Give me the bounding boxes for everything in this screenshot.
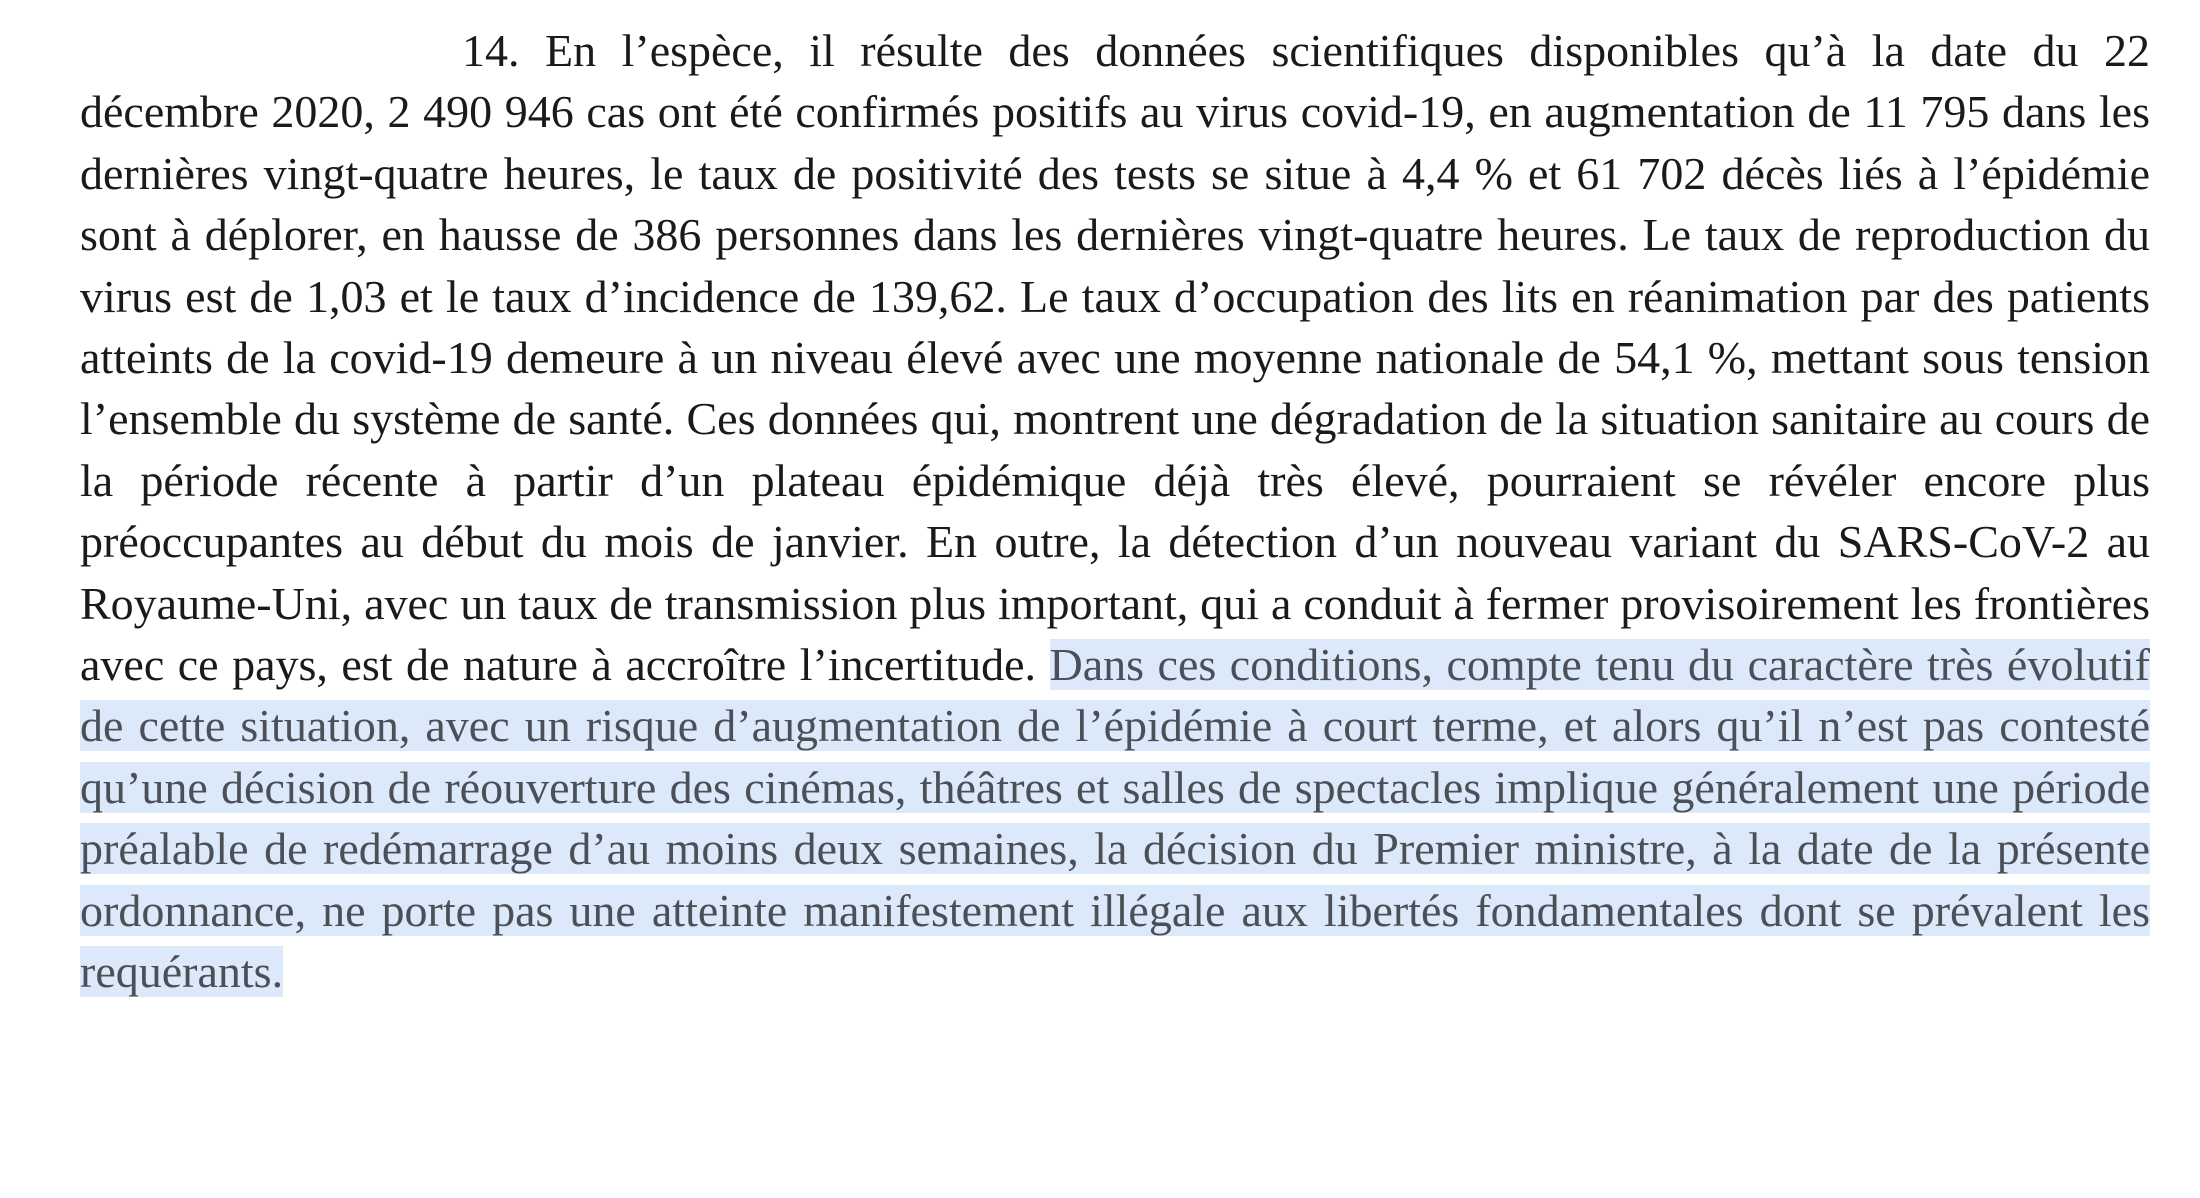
selected-text-highlight[interactable]: Dans ces conditions, compte tenu du caractère très évolutif de cette situation, avec un risque d’augmentation de l’épidémie à court terme, et alors qu’il n’est pas contesté qu’une décision de réouverture des cinémas, théâtres et salles de spectacles implique généralement une période préalable de redémarrage d’au moins deux semaines, la décision du Premier ministre, à la date de la présente ordonnance, ne porte pas une atteinte manifestement illégale aux libertés fondamentales dont se prévalent les requérants.	[80, 639, 2150, 998]
paragraph-body[interactable]: En l’espèce, il résulte des données scientifiques disponibles qu’à la date du 22 décembre 2020, 2 490 946 cas ont été confirmés positifs au virus covid-19, en augmentation de 11 795 dans les dernières vingt-quatre heures, le taux de positivité des tests se situe à 4,4 % et 61 702 décès liés à l’épidémie sont à déplorer, en hausse de 386 personnes dans les dernières vingt-quatre heures. Le taux de reproduction du virus est de 1,03 et le taux d’incidence de 139,62. Le taux d’occupation des lits en réanimation par des patients atteints de la covid-19 demeure à un niveau élevé avec une moyenne nationale de 54,1 %, mettant sous tension l’ensemble du système de santé. Ces données qui, montrent une dégradation de la situation sanitaire au cours de la période récente à partir d’un plateau épidémique déjà très élevé, pourraient se révéler encore plus préoccupantes au début du mois de janvier. En outre, la détection d’un nouveau variant du SARS-CoV-2 au Royaume-Uni, avec un taux de transmission plus important, qui a conduit à fermer provisoirement les frontières avec ce pays, est de nature à accroître l’incertitude.	[80, 25, 2150, 691]
paragraph-14[interactable]	[80, 20, 2150, 1003]
paragraph-number: 14.	[462, 25, 520, 76]
